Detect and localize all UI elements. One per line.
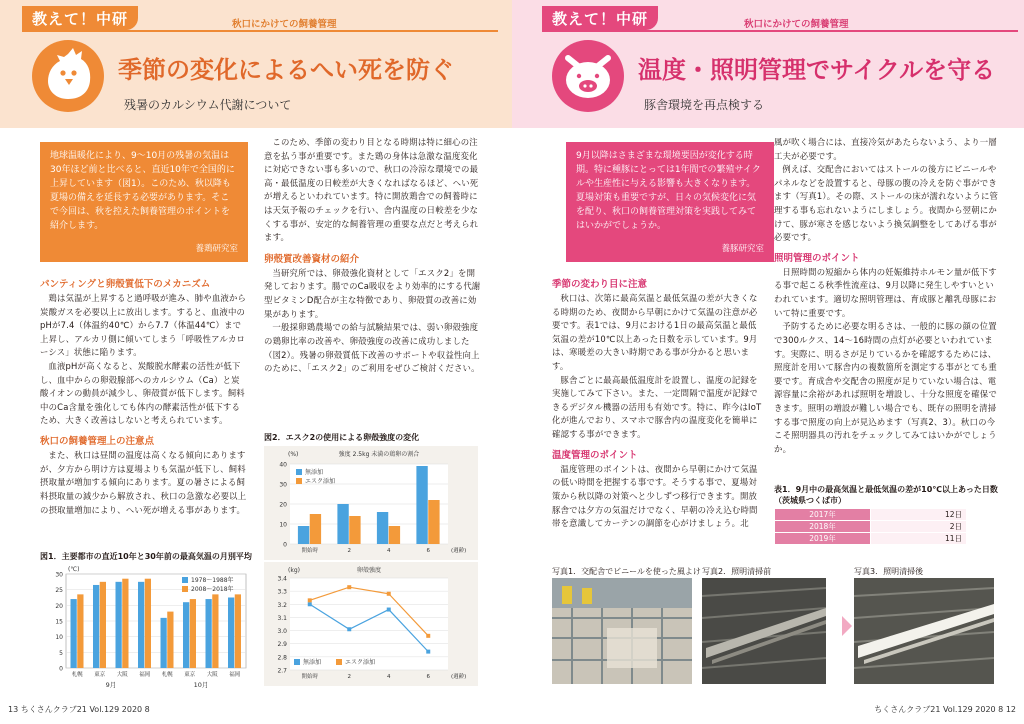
intro-text: 9月以降はさまざまな環境要因が変化する時期。特に種豚にとっては1年間での繁殖サイクルや生産性に与える影響も大きくなります。夏場対策も重要ですが、日々の気候変化に気を配り、秋口の飼養管理対策を実践してみてはいかがでしょうか。 xyxy=(576,151,761,231)
chicken-icon xyxy=(32,40,104,112)
bar xyxy=(416,466,427,544)
bar xyxy=(389,526,400,544)
arrow-right-icon xyxy=(842,616,852,636)
photo-2 xyxy=(702,578,826,684)
bar xyxy=(212,594,218,668)
y-tick-label: 3.3 xyxy=(277,588,287,596)
data-point xyxy=(347,585,351,589)
bar xyxy=(349,516,360,544)
paragraph: 血液pHが高くなると、炭酸脱水酵素の活性が低下し、血中からの卵殻腺部へのカルシウム（Ca）と炭酸イオンの動員が減少し、卵殻質が低下します。飼料中のCa含量を強化しても体内の酵素活性が低下するため、大きく改善はしないと考えられています。 xyxy=(40,361,245,426)
divider xyxy=(542,30,1018,32)
y-tick-label: 2.7 xyxy=(277,667,287,675)
data-point xyxy=(426,650,430,654)
bar xyxy=(235,594,241,668)
bar xyxy=(100,582,106,668)
bar xyxy=(310,514,321,544)
legend-swatch xyxy=(296,478,302,484)
paragraph: 秋口は、次第に最高気温と最低気温の差が大きくなる時期のため、夜間から早朝にかけて気温の注意が必要です。表1では、9月における1日の最高気温と最低気温の差が10℃以上あった日数を示しています。9月は、寒暖差の大きい時期である事が分かると思います。 xyxy=(552,293,758,372)
y-axis-unit: (℃) xyxy=(68,566,80,573)
photo-2-caption: 写真2．照明清掃前 xyxy=(702,567,772,576)
section-heading: 温度管理のポイント xyxy=(552,449,638,461)
legend-swatch xyxy=(182,586,188,592)
y-tick-label: 3.0 xyxy=(277,628,287,636)
paragraph: 例えば、交配舎においてはストールの後方にビニールやパネルなどを設置すると、母豚の腹の冷えを防ぐ事ができます（写真1）。その際、ストールの床が濡れないように管理する事も忘れないようにしましょう。夜間から翌朝にかけて、豚が寒さを感じないよう換気調整をしてあげる事が必要です。 xyxy=(774,164,999,243)
bar xyxy=(228,598,234,669)
bar xyxy=(298,526,309,544)
bar xyxy=(145,579,151,668)
paragraph: 日照時間の短縮から体内の妊娠維持ホルモン量が低下する事で起こる秋季性流産は、9月以降に発生しやすいといわれています。適切な照明管理は、育成豚と離乳母豚において特に重要です。 xyxy=(774,266,997,318)
chart-title: 卵殻強度 xyxy=(356,567,382,574)
y-tick-label: 30 xyxy=(55,571,63,579)
y-tick-label: 0 xyxy=(59,665,63,673)
y-tick-label: 15 xyxy=(55,618,63,626)
data-point xyxy=(308,598,312,602)
x-tick-label: 福岡 xyxy=(229,672,241,678)
data-point xyxy=(387,608,391,612)
table-1-title: 表1．9月中の最高気温と最低気温の差が10℃以上あった日数（茨城県つくば市） xyxy=(774,485,998,505)
bar xyxy=(190,599,196,668)
x-tick-label: 福岡 xyxy=(139,672,151,678)
bar xyxy=(116,582,122,668)
page-subtitle: 残暑のカルシウム代謝について xyxy=(124,98,292,112)
x-tick-label: 大阪 xyxy=(116,672,128,678)
page-title: 温度・照明管理でサイクルを守る xyxy=(638,56,996,84)
intro-author: 養鶏研究室 xyxy=(195,243,238,254)
section-heading: 秋口の飼養管理上の注意点 xyxy=(40,436,155,448)
legend-label: 無添加 xyxy=(305,469,324,476)
x-tick-label: 東京 xyxy=(184,672,196,678)
page-footer: 13 ちくさんクラブ21 Vol.129 2020 8 xyxy=(8,705,150,714)
y-tick-label: 0 xyxy=(283,541,287,549)
photo-3-caption: 写真3．照明清掃後 xyxy=(854,567,924,576)
paragraph: 風が吹く場合には、直接冷気があたらないよう、より一層工夫が必要です。 xyxy=(774,137,997,161)
x-tick-label: 2 xyxy=(347,674,351,680)
pig-icon xyxy=(552,40,624,112)
legend-swatch xyxy=(182,577,188,583)
bar xyxy=(337,504,348,544)
bar xyxy=(167,612,173,668)
bar xyxy=(161,618,167,668)
bar xyxy=(138,582,144,668)
column-2 xyxy=(264,136,482,376)
bar xyxy=(122,579,128,668)
paragraph: 豚舎ごとに最高最低温度計を設置し、温度の記録を実施してみて下さい。また、一定間隔で温度が記録できるデジタル機器の活用も有効です。特に、昨今はIoT化が進んでおり、スマホで豚舎内の温度変化を簡単に確認する事ができます。 xyxy=(552,374,762,440)
y-tick-label: 30 xyxy=(279,481,287,489)
y-tick-label: 2.9 xyxy=(277,641,287,649)
chart-title: 強度 2.5kg 未満の鶏卵の割合 xyxy=(338,451,420,458)
figure-2-title: 図2．エスク2の使用による卵殻強度の変化 xyxy=(264,433,420,442)
y-axis-unit: (kg) xyxy=(288,567,300,574)
section-heading: パンティングと卵殻質低下のメカニズム xyxy=(40,279,211,290)
x-tick-label: 東京 xyxy=(94,672,106,678)
bar xyxy=(377,512,388,544)
figure-2-bar-chart xyxy=(264,446,478,560)
x-tick-label: 6 xyxy=(426,674,430,680)
x-tick-label: 開始時 xyxy=(301,674,319,680)
legend-swatch xyxy=(294,659,300,665)
y-tick-label: 20 xyxy=(55,602,63,610)
x-tick-label: 札幌 xyxy=(161,672,173,678)
paragraph: 鶏は気温が上昇すると過呼吸が進み、肺や血液から炭酸ガスを必要以上に放出します。すると、血液中のpHが7.4（体温約40℃）から7.7（体温44℃）まで上昇し、アルカリ側に傾いてしまう「呼吸性アルカローシス」状態に陥ります。 xyxy=(40,293,247,358)
page-subtitle: 豚舎環境を再点検する xyxy=(644,98,765,112)
bar xyxy=(428,500,439,544)
data-point xyxy=(387,592,391,596)
intro-box xyxy=(40,142,248,262)
section-heading: 季節の変わり目に注意 xyxy=(552,279,648,290)
bar xyxy=(183,602,189,668)
y-tick-label: 10 xyxy=(279,521,287,529)
bar xyxy=(71,599,77,668)
table-cell: 2019年 xyxy=(775,533,871,545)
data-point xyxy=(347,627,351,631)
y-tick-label: 2.8 xyxy=(277,654,287,662)
figure-1-chart xyxy=(40,562,250,694)
bar xyxy=(93,585,99,668)
y-tick-label: 3.2 xyxy=(277,601,287,609)
x-tick-label: 開始時 xyxy=(301,548,319,554)
intro-author: 養豚研究室 xyxy=(721,243,764,254)
x-tick-label: 6 xyxy=(426,548,430,554)
photo-1 xyxy=(552,578,692,684)
legend-swatch xyxy=(336,659,342,665)
intro-text: 地球温暖化により、9～10月の残暑の気温は30年ほど前と比べると、直近10年で全国的に上昇しています（図1）。このため、秋以降も夏場の備えを延長する必要があります。そこで今回は、秋を控えた飼養管理のポイントを紹介します。 xyxy=(50,151,235,231)
x-axis-unit: (週齢) xyxy=(451,548,467,554)
table-row xyxy=(775,521,967,533)
table-1 xyxy=(774,508,967,545)
intro-box xyxy=(566,142,774,262)
x-tick-label: 2 xyxy=(347,548,351,554)
paragraph: 一般採卵鶏農場での給与試験結果では、弱い卵殻強度の鶏卵比率の改善や、卵殻強度の改善に成功しました（図2）。残暑の卵殻質低下改善のサポートや収益性向上のために、「エスク2」のご利用をぜひご検討ください。 xyxy=(264,322,480,374)
x-tick-label: 大阪 xyxy=(206,672,218,678)
y-tick-label: 10 xyxy=(55,634,63,642)
legend-label: 2008～2018年 xyxy=(191,586,234,593)
column-tag: 教えて！中研 xyxy=(22,6,138,30)
column-2 xyxy=(774,136,1000,456)
section-heading: 照明管理のポイント xyxy=(774,252,860,264)
photo-3 xyxy=(854,578,994,684)
x-tick-label: 札幌 xyxy=(71,672,83,678)
y-tick-label: 3.1 xyxy=(277,614,287,622)
table-row xyxy=(775,509,967,521)
legend-label: 1978～1988年 xyxy=(191,577,234,584)
series-caption: 秋口にかけての飼養管理 xyxy=(232,19,337,30)
data-point xyxy=(426,634,430,638)
column-1 xyxy=(40,276,248,517)
x-tick-label: 4 xyxy=(387,548,391,554)
divider xyxy=(22,30,498,32)
y-tick-label: 40 xyxy=(279,461,287,469)
x-tick-label: 4 xyxy=(387,674,391,680)
legend-label: エスク添加 xyxy=(305,478,336,485)
photo-1-caption: 写真1．交配舎でビニールを使った風よけ xyxy=(552,567,701,576)
column-1 xyxy=(552,276,764,531)
y-axis-unit: (%) xyxy=(288,451,299,458)
bar xyxy=(206,599,212,668)
paragraph: 温度管理のポイントは、夜間から早朝にかけて気温の低い時間を把握する事です。そうする事で、夏場対策から秋以降の対策へと少しずつ移行できます。開放豚舎では夕方の気温だけでなく、早朝の冷え込む時間帯を意識してカーテンの調節を心がけましょう。北 xyxy=(552,463,758,529)
y-tick-label: 20 xyxy=(279,501,287,509)
plot-area xyxy=(290,578,448,670)
paragraph: 当研究所では、卵殻強化資材として「エスク2」を開発しております。腸でのCa吸収をより効率的にする代謝型ビタミンD配合が主な特徴であり、卵殻質の改善に効果があります。 xyxy=(264,267,481,319)
page-footer: ちくさんクラブ21 Vol.129 2020 8 12 xyxy=(874,705,1016,714)
figure-1-title: 図1．主要都市の直近10年と30年前の最高気温の月別平均 xyxy=(40,552,252,561)
table-cell: 11日 xyxy=(871,533,967,545)
table-cell: 2日 xyxy=(871,521,967,533)
page-title: 季節の変化によるへい死を防ぐ xyxy=(118,56,454,84)
paragraph: 予防するために必要な明るさは、一般的に豚の顔の位置で300ルクス、14～16時間の点灯が必要といわれています。実際に、明るさが足りているかを確認するためには、照度計を用いて豚舎内の複数箇所を測定する事がとても重要です。育成舎や交配舎の照度が足りていない場合は、電源容量に余裕があれば照明を増設し、十分な照度を確保できます。照明の増設が難しい場合でも、既存の照明を清掃する事で照度の向上が見込めます（写真2、3）。秋口の今こそ照明器具の汚れをチェックしてみてはいかがでしょうか。 xyxy=(774,321,997,454)
y-tick-label: 5 xyxy=(59,649,63,657)
x-group-label: 10月 xyxy=(193,681,209,689)
paragraph: また、秋口は昼間の温度は高くなる傾向にありますが、夕方から明け方は夏場よりも気温が低下し、飼料摂取量が増加する傾向にあります。夏の暑さによる飼料摂取量の減少から解放され、秋口の急激な必要以上の摂取量増加により、へい死が増える事があります。 xyxy=(40,450,247,515)
figure-2-line-chart xyxy=(264,562,478,686)
table-row xyxy=(775,533,967,545)
table-cell: 2018年 xyxy=(775,521,871,533)
bar xyxy=(77,594,83,668)
table-cell: 2017年 xyxy=(775,509,871,521)
legend-label: エスク添加 xyxy=(345,659,376,666)
y-tick-label: 3.4 xyxy=(277,575,287,583)
data-point xyxy=(308,602,312,606)
paragraph: このため、季節の変わり目となる時期は特に細心の注意を払う事が重要です。また鶏の身体は急激な温度変化に対応できない事も多いので、秋口の冷涼な環境での最高・最低温度の日較差が大きくなればなるほど、へい死が増えるといわれています。特に開放鶏舎での飼養時には天気予報のチェックを行い、舎内温度の日較差を少なくする事が、安定的な飼養管理の重要な点だと考えられます。 xyxy=(264,137,479,243)
table-cell: 12日 xyxy=(871,509,967,521)
section-heading: 卵殻質改善資材の紹介 xyxy=(264,253,360,265)
right-page xyxy=(512,0,1024,724)
x-group-label: 9月 xyxy=(105,681,117,689)
x-axis-unit: (週齢) xyxy=(451,674,467,680)
legend-label: 無添加 xyxy=(303,659,322,666)
column-tag: 教えて！中研 xyxy=(542,6,658,30)
y-tick-label: 25 xyxy=(55,587,63,595)
series-caption: 秋口にかけての飼養管理 xyxy=(744,19,849,30)
legend-swatch xyxy=(296,469,302,475)
